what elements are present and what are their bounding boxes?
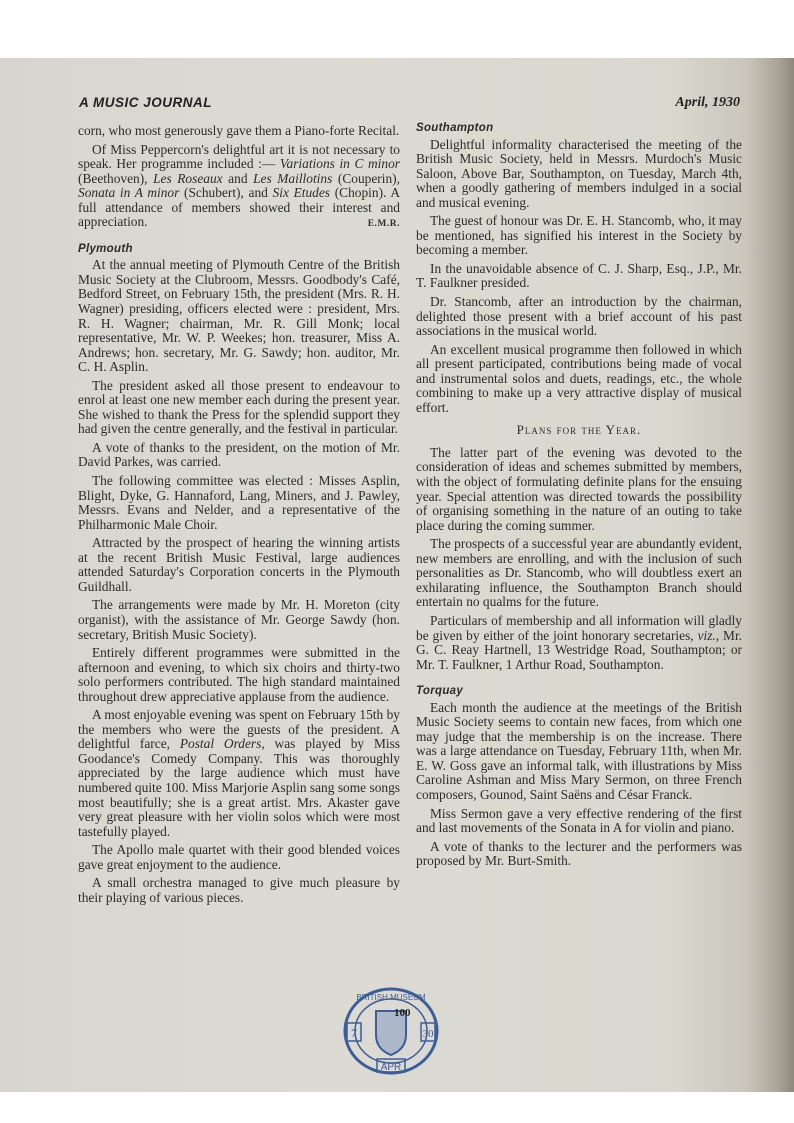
text-run: An excellent musical programme then followed in which all present participated, contributions being made of vocal and instrumental solos and duets, readings, etc., the whole combining to make up a very attractive display of musical effort. — [416, 341, 742, 415]
paragraph — [78, 124, 400, 139]
text-run: corn, who most generously gave them a Piano-forte Recital. — [78, 123, 400, 138]
text-run: The Apollo male quartet with their good blended voices gave great enjoyment to the audience. — [78, 842, 400, 872]
italic-title: Six Etudes — [272, 185, 331, 201]
paragraph — [416, 446, 742, 533]
paragraph — [78, 143, 400, 230]
stamp-text-year: 30 — [422, 1028, 434, 1040]
subheading: Plans for the Year. — [516, 422, 642, 438]
running-head-date: April, 1930 — [675, 95, 740, 110]
text-run: The following committee was elected : Misses Asplin, Blight, Dyke, G. Hannaford, Lang, Miners, and J. Pawley, Messrs. Evans and Nelder, and a representative of the Philharmonic Male Choir. — [78, 473, 400, 532]
page-number: 100 — [394, 1007, 411, 1019]
text-run: A small orchestra managed to give much pleasure by their playing of various pieces. — [78, 875, 400, 905]
paragraph — [78, 379, 400, 437]
text-run: and — [222, 170, 254, 186]
paragraph — [416, 614, 742, 672]
italic-title: Sonata in A minor — [78, 185, 180, 201]
text-run: Each month the audience at the meetings of the British Music Society seems to contain new faces, from which one may judge that the membership is on the increase. There was a large attendance on Tuesday, February 11th, when Mr. E. W. Goss gave an informal talk, with illustrations by Miss Caroline Ashman and Miss Mary Sermon, on three French composers, Gounod, Saint Saëns and César Franck. — [416, 699, 742, 802]
italic-title: Les Maillotins — [253, 170, 333, 186]
section-heading: Plymouth — [78, 242, 133, 255]
text-run: A vote of thanks to the president, on the motion of Mr. David Parkes, was carried. — [78, 439, 400, 470]
text-run: (Beethoven), — [78, 170, 154, 186]
right-column — [416, 121, 742, 873]
text-run: The prospects of a successful year are abundantly evident, new members are enrolling, and with the inclusion of such personalities as Dr. Stancomb, who will doubtless exert an exhilarating influence, the Southampton Branch should entertain no qualms for the future. — [416, 536, 742, 610]
text-run: A most enjoyable evening was spent on February 15th by the members who were the guests of the president. A delightful farce, — [78, 707, 400, 752]
italic-title: viz., — [697, 627, 720, 643]
text-run: Mr. G. C. Reay Hartnell, 13 Westridge Road, Southampton; or Mr. T. Faulkner, 1 Arthur Road, Southampton. — [416, 627, 743, 672]
paragraph — [78, 258, 400, 374]
paragraph — [416, 138, 742, 211]
left-column — [78, 124, 400, 909]
paragraph — [416, 537, 742, 610]
text-run: In the unavoidable absence of C. J. Sharp, Esq., J.P., Mr. T. Faulkner presided. — [416, 260, 742, 291]
paragraph — [78, 646, 400, 704]
text-run: The latter part of the evening was devoted to the consideration of ideas and schemes submitted by members, with the object of formulating definite plans for the ensuing year. Special attention was directed towards the possibility of organising something in the nature of an outing to take place during the coming summer. — [416, 444, 742, 533]
paragraph — [78, 708, 400, 839]
text-run: At the annual meeting of Plymouth Centre of the British Music Society at the Clubroom, Messrs. Goodbody's Café, Bedford Street, on February 15th, the president (Mrs. R. H. Wagner) presiding, officers elected were : president, Mrs. R. H. Wagner; chairman, Mr. R. Gill Monk; local representative, Mr. W. P. Weekes; hon. treasurer, Miss A. Andrews; hon. secretary, Mr. G. Sawdy; hon. auditor, Mr. C. H. Asplin. — [78, 257, 400, 375]
paragraph — [416, 840, 742, 869]
stamp-text-day: 7 — [351, 1026, 357, 1040]
paragraph — [78, 474, 400, 532]
italic-title: Variations in C minor — [279, 156, 400, 172]
text-run: The president asked all those present to endeavour to enrol at least one new member each during the present year. She wished to thank the Press for the splendid support they had given the centre generally, and the festival in particular. — [78, 377, 400, 437]
text-run: The arrangements were made by Mr. H. Moreton (city organist), with the assistance of Mr. George Sawdy (hon. secretary, British Music Society). — [78, 597, 400, 642]
text-run: (Schubert), and — [179, 185, 273, 201]
text-run: (Couperin), — [332, 170, 400, 186]
paragraph — [416, 807, 742, 836]
paragraph — [78, 441, 400, 470]
stamp-text-museum: BRITISH MUSEUM — [356, 993, 426, 1002]
paragraph — [78, 598, 400, 642]
text-run: Attracted by the prospect of hearing the winning artists at the recent British Music Festival, large audiences attended Saturday's Corporation concerts in the Plymouth Guildhall. — [78, 535, 400, 594]
paragraph — [416, 701, 742, 803]
text-run: The guest of honour was Dr. E. H. Stancomb, who, it may be mentioned, has signified his interest in the Society by becoming a member. — [416, 213, 742, 258]
british-museum-stamp — [341, 985, 441, 1077]
running-head-title: A MUSIC JOURNAL — [79, 95, 213, 110]
paragraph — [416, 343, 742, 416]
author-initials: E.M.R. — [367, 219, 400, 230]
italic-title: Postal Orders, — [179, 736, 265, 752]
text-run: Dr. Stancomb, after an introduction by the chairman, delighted those present with a brief account of his past associations in the musical world. — [416, 294, 742, 339]
italic-title: Les Roseaux — [153, 170, 223, 186]
paragraph — [78, 843, 400, 872]
text-run: Miss Sermon gave a very effective rendering of the first and last movements of the Sonata in A for violin and piano. — [416, 805, 742, 836]
paragraph — [416, 214, 742, 258]
text-run: was played by Miss Goodance's Comedy Company. This was thoroughly appreciated by the large audience which must have numbered quite 100. Miss Marjorie Asplin sang some songs most beautifully; she is a great artist. Mrs. Akaster gave very great pleasure with her violin solos which were most tastefully played. — [78, 736, 400, 839]
text-run: Entirely different programmes were submitted in the afternoon and evening, to which six choirs and thirty-two solo performers contributed. The high standard maintained throughout drew appreciative applause from the audience. — [78, 645, 400, 704]
text-run: Delightful informality characterised the meeting of the British Music Society, held in Messrs. Murdoch's Music Saloon, Above Bar, Southampton, on Tuesday, March 4th, when a goodly gathering of members indulged in a social and musical evening. — [416, 136, 742, 210]
section-heading: Torquay — [416, 685, 464, 698]
paragraph — [78, 876, 400, 905]
paragraph — [78, 536, 400, 594]
section-heading: Southampton — [416, 122, 494, 134]
text-run: (Chopin). A full attendance of members showed their interest and appreciation. — [78, 185, 401, 230]
text-run: Of Miss Peppercorn's delightful art it is not necessary to speak. Her programme included :— — [78, 141, 400, 172]
text-run: Particulars of membership and all information will gladly be given by either of the joint honorary secretaries, — [416, 612, 742, 643]
text-run: A vote of thanks to the lecturer and the performers was proposed by Mr. Burt-Smith. — [416, 838, 742, 869]
paragraph — [416, 262, 742, 291]
stamp-text-month: APR — [380, 1062, 402, 1073]
paragraph — [416, 295, 742, 339]
